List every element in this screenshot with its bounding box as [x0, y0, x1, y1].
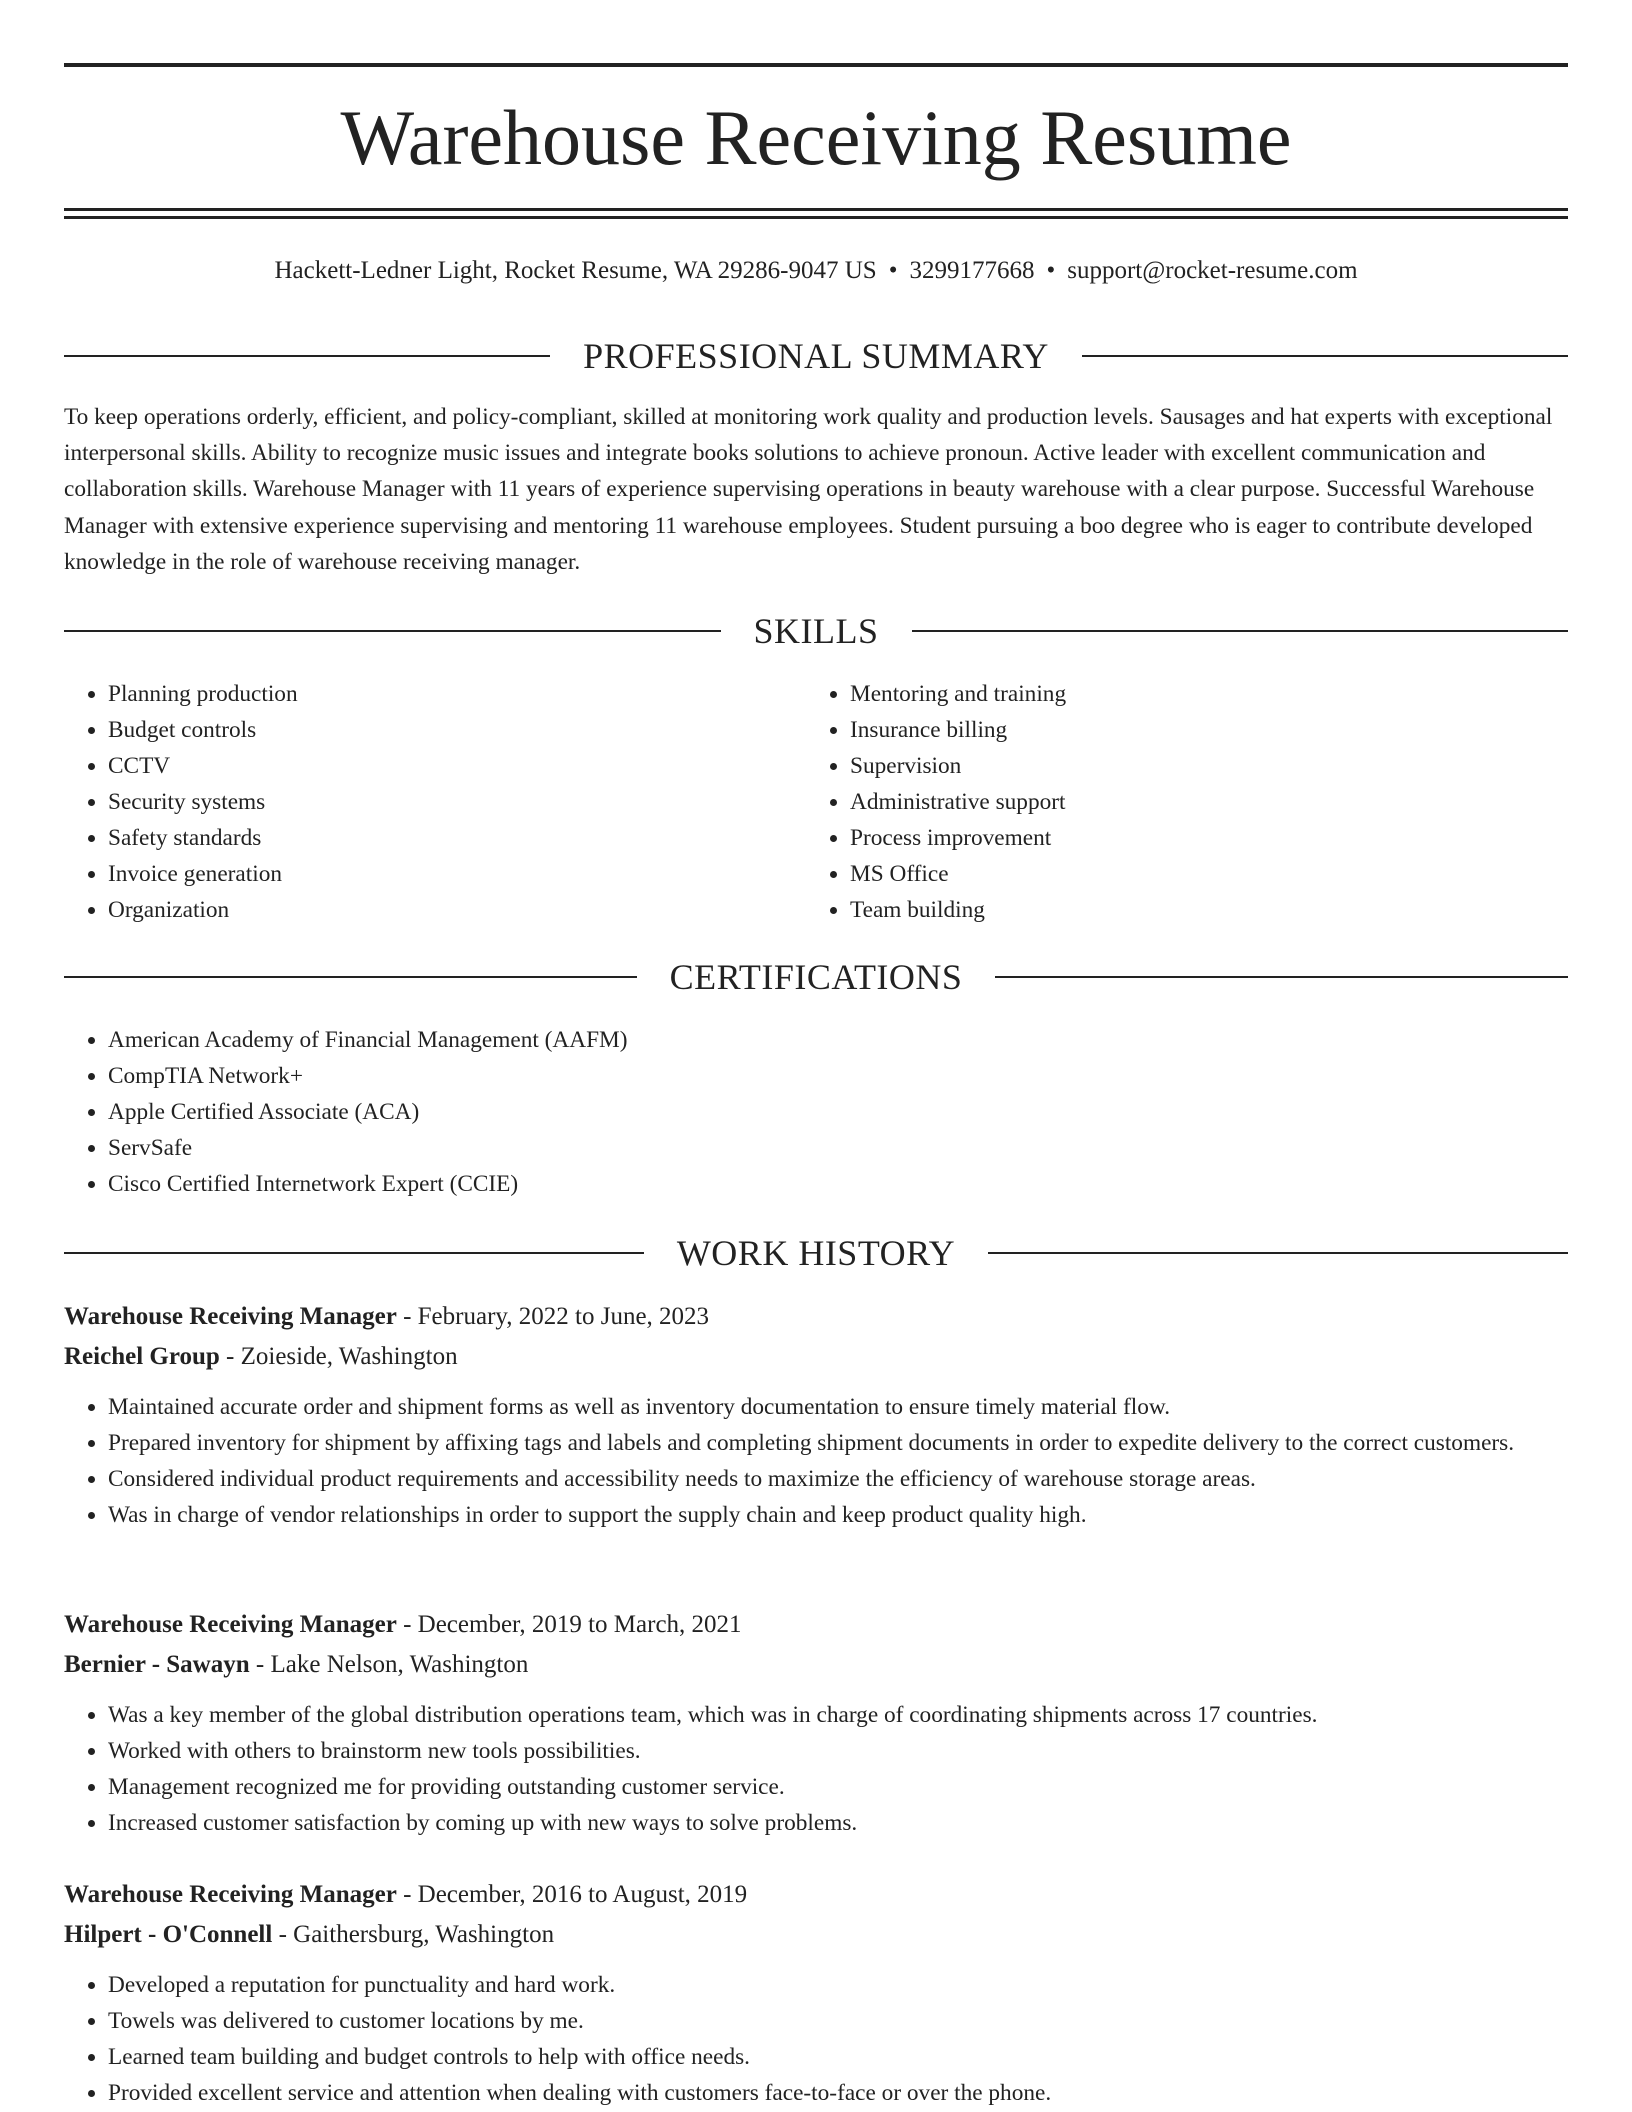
job-dates: - December, 2019 to March, 2021	[396, 1611, 742, 1638]
job-entry	[64, 1875, 1568, 2111]
job-bullet: • Towels was delivered to customer locations by me.	[108, 2003, 1568, 2039]
job-bullet: • Provided excellent service and attention when dealing with customers face-to-face or over the phone.	[108, 2075, 1568, 2111]
heading-rule	[1082, 355, 1568, 357]
job-title: Warehouse Receiving Manager	[64, 1303, 397, 1330]
job-company-line	[64, 1915, 1568, 1955]
contact-address: Hackett-Ledner Light, Rocket Resume, WA 29286-9047 US	[274, 257, 877, 284]
title-rule-upper	[64, 208, 1568, 211]
job-company-line	[64, 1645, 1568, 1685]
title-rule-lower	[64, 216, 1568, 219]
job-title-line	[64, 1297, 1568, 1337]
job-location: - Gaithersburg, Washington	[272, 1921, 555, 1948]
job-bullet: • Increased customer satisfaction by coming up with new ways to solve problems.	[108, 1805, 1568, 1841]
skill-item: • Team building	[850, 892, 1550, 928]
job-company: Bernier - Sawayn	[64, 1651, 250, 1678]
skill-item: • Mentoring and training	[850, 676, 1550, 712]
job-company-line	[64, 1337, 1568, 1377]
resume-title: Warehouse Receiving Resume	[340, 94, 1292, 181]
skill-item: • Invoice generation	[108, 856, 808, 892]
job-bullet: • Prepared inventory for shipment by affixing tags and labels and completing shipment documents in order to expedite delivery to the correct customers.	[108, 1425, 1568, 1461]
certification-item: • American Academy of Financial Management (AAFM)	[108, 1022, 1568, 1058]
section-heading-skills	[64, 609, 1568, 653]
job-bullets	[64, 1967, 1568, 2111]
certification-item: • Apple Certified Associate (ACA)	[108, 1094, 1568, 1130]
contact-line	[64, 253, 1568, 289]
skill-item: • CCTV	[108, 748, 808, 784]
skill-item: • MS Office	[850, 856, 1550, 892]
certification-item: • CompTIA Network+	[108, 1058, 1568, 1094]
skill-item: • Supervision	[850, 748, 1550, 784]
job-location: - Lake Nelson, Washington	[249, 1651, 529, 1678]
section-heading-certifications	[64, 955, 1568, 999]
skill-item: • Process improvement	[850, 820, 1550, 856]
heading-rule	[64, 976, 637, 978]
heading-rule	[912, 630, 1569, 632]
heading-rule	[64, 355, 550, 357]
job-title-line	[64, 1605, 1568, 1645]
section-heading-summary	[64, 334, 1568, 378]
job-title: Warehouse Receiving Manager	[64, 1611, 397, 1638]
job-entry	[64, 1297, 1568, 1533]
certifications-list	[64, 1022, 1568, 1202]
skills-list-right	[806, 676, 1550, 928]
job-entry	[64, 1605, 1568, 1841]
job-company: Reichel Group	[64, 1343, 220, 1370]
job-bullet: • Learned team building and budget controls to help with office needs.	[108, 2039, 1568, 2075]
job-bullets	[64, 1389, 1568, 1533]
skill-item: • Insurance billing	[850, 712, 1550, 748]
job-bullet: • Management recognized me for providing outstanding customer service.	[108, 1769, 1568, 1805]
skill-item: • Safety standards	[108, 820, 808, 856]
job-bullet: • Worked with others to brainstorm new tools possibilities.	[108, 1733, 1568, 1769]
contact-separator: •	[1046, 257, 1056, 284]
top-rule	[64, 63, 1568, 67]
job-bullet: • Developed a reputation for punctuality and hard work.	[108, 1967, 1568, 2003]
job-bullet: • Considered individual product requirements and accessibility needs to maximize the efficiency of warehouse storage areas.	[108, 1461, 1568, 1497]
skill-item: • Budget controls	[108, 712, 808, 748]
job-bullet: • Maintained accurate order and shipment forms as well as inventory documentation to ensure timely material flow.	[108, 1389, 1568, 1425]
job-location: - Zoieside, Washington	[219, 1343, 458, 1370]
heading-rule	[64, 630, 721, 632]
heading-rule	[988, 1252, 1568, 1254]
job-dates: - December, 2016 to August, 2019	[396, 1881, 748, 1908]
job-title: Warehouse Receiving Manager	[64, 1881, 397, 1908]
skill-item: • Security systems	[108, 784, 808, 820]
job-bullets	[64, 1697, 1568, 1841]
section-title: SKILLS	[753, 611, 879, 651]
job-title-line	[64, 1875, 1568, 1915]
section-heading-work-history	[64, 1231, 1568, 1275]
section-title: WORK HISTORY	[676, 1233, 956, 1273]
section-title: PROFESSIONAL SUMMARY	[583, 336, 1049, 376]
contact-separator: •	[888, 257, 898, 284]
skill-item: • Planning production	[108, 676, 808, 712]
skill-item: • Administrative support	[850, 784, 1550, 820]
certification-item: • Cisco Certified Internetwork Expert (CCIE)	[108, 1166, 1568, 1202]
contact-email: support@rocket-resume.com	[1067, 257, 1358, 284]
job-bullet: • Was in charge of vendor relationships in order to support the supply chain and keep product quality high.	[108, 1497, 1568, 1533]
section-title: CERTIFICATIONS	[669, 957, 963, 997]
skill-item: • Organization	[108, 892, 808, 928]
job-dates: - February, 2022 to June, 2023	[396, 1303, 710, 1330]
certification-item: • ServSafe	[108, 1130, 1568, 1166]
contact-phone: 3299177668	[909, 257, 1035, 284]
heading-rule	[64, 1252, 644, 1254]
heading-rule	[995, 976, 1568, 978]
summary-text: To keep operations orderly, efficient, and policy-compliant, skilled at monitoring work quality and production levels. Sausages and hat experts with exceptional interpersonal skills. Ability to recognize music issues and integrate books solutions to achieve pronoun. Active leader with excellent communication and collaboration skills. Warehouse Manager with 11 years of experience supervising operations in beauty warehouse with a clear purpose. Successful Warehouse Manager with extensive experience supervising and mentoring 11 warehouse employees. Student pursuing a boo degree who is eager to contribute developed knowledge in the role of warehouse receiving manager.	[64, 404, 1553, 575]
job-bullet: • Was a key member of the global distribution operations team, which was in charge of coordinating shipments across 17 countries.	[108, 1697, 1568, 1733]
job-company: Hilpert - O'Connell	[64, 1921, 273, 1948]
skills-list-left	[64, 676, 808, 928]
